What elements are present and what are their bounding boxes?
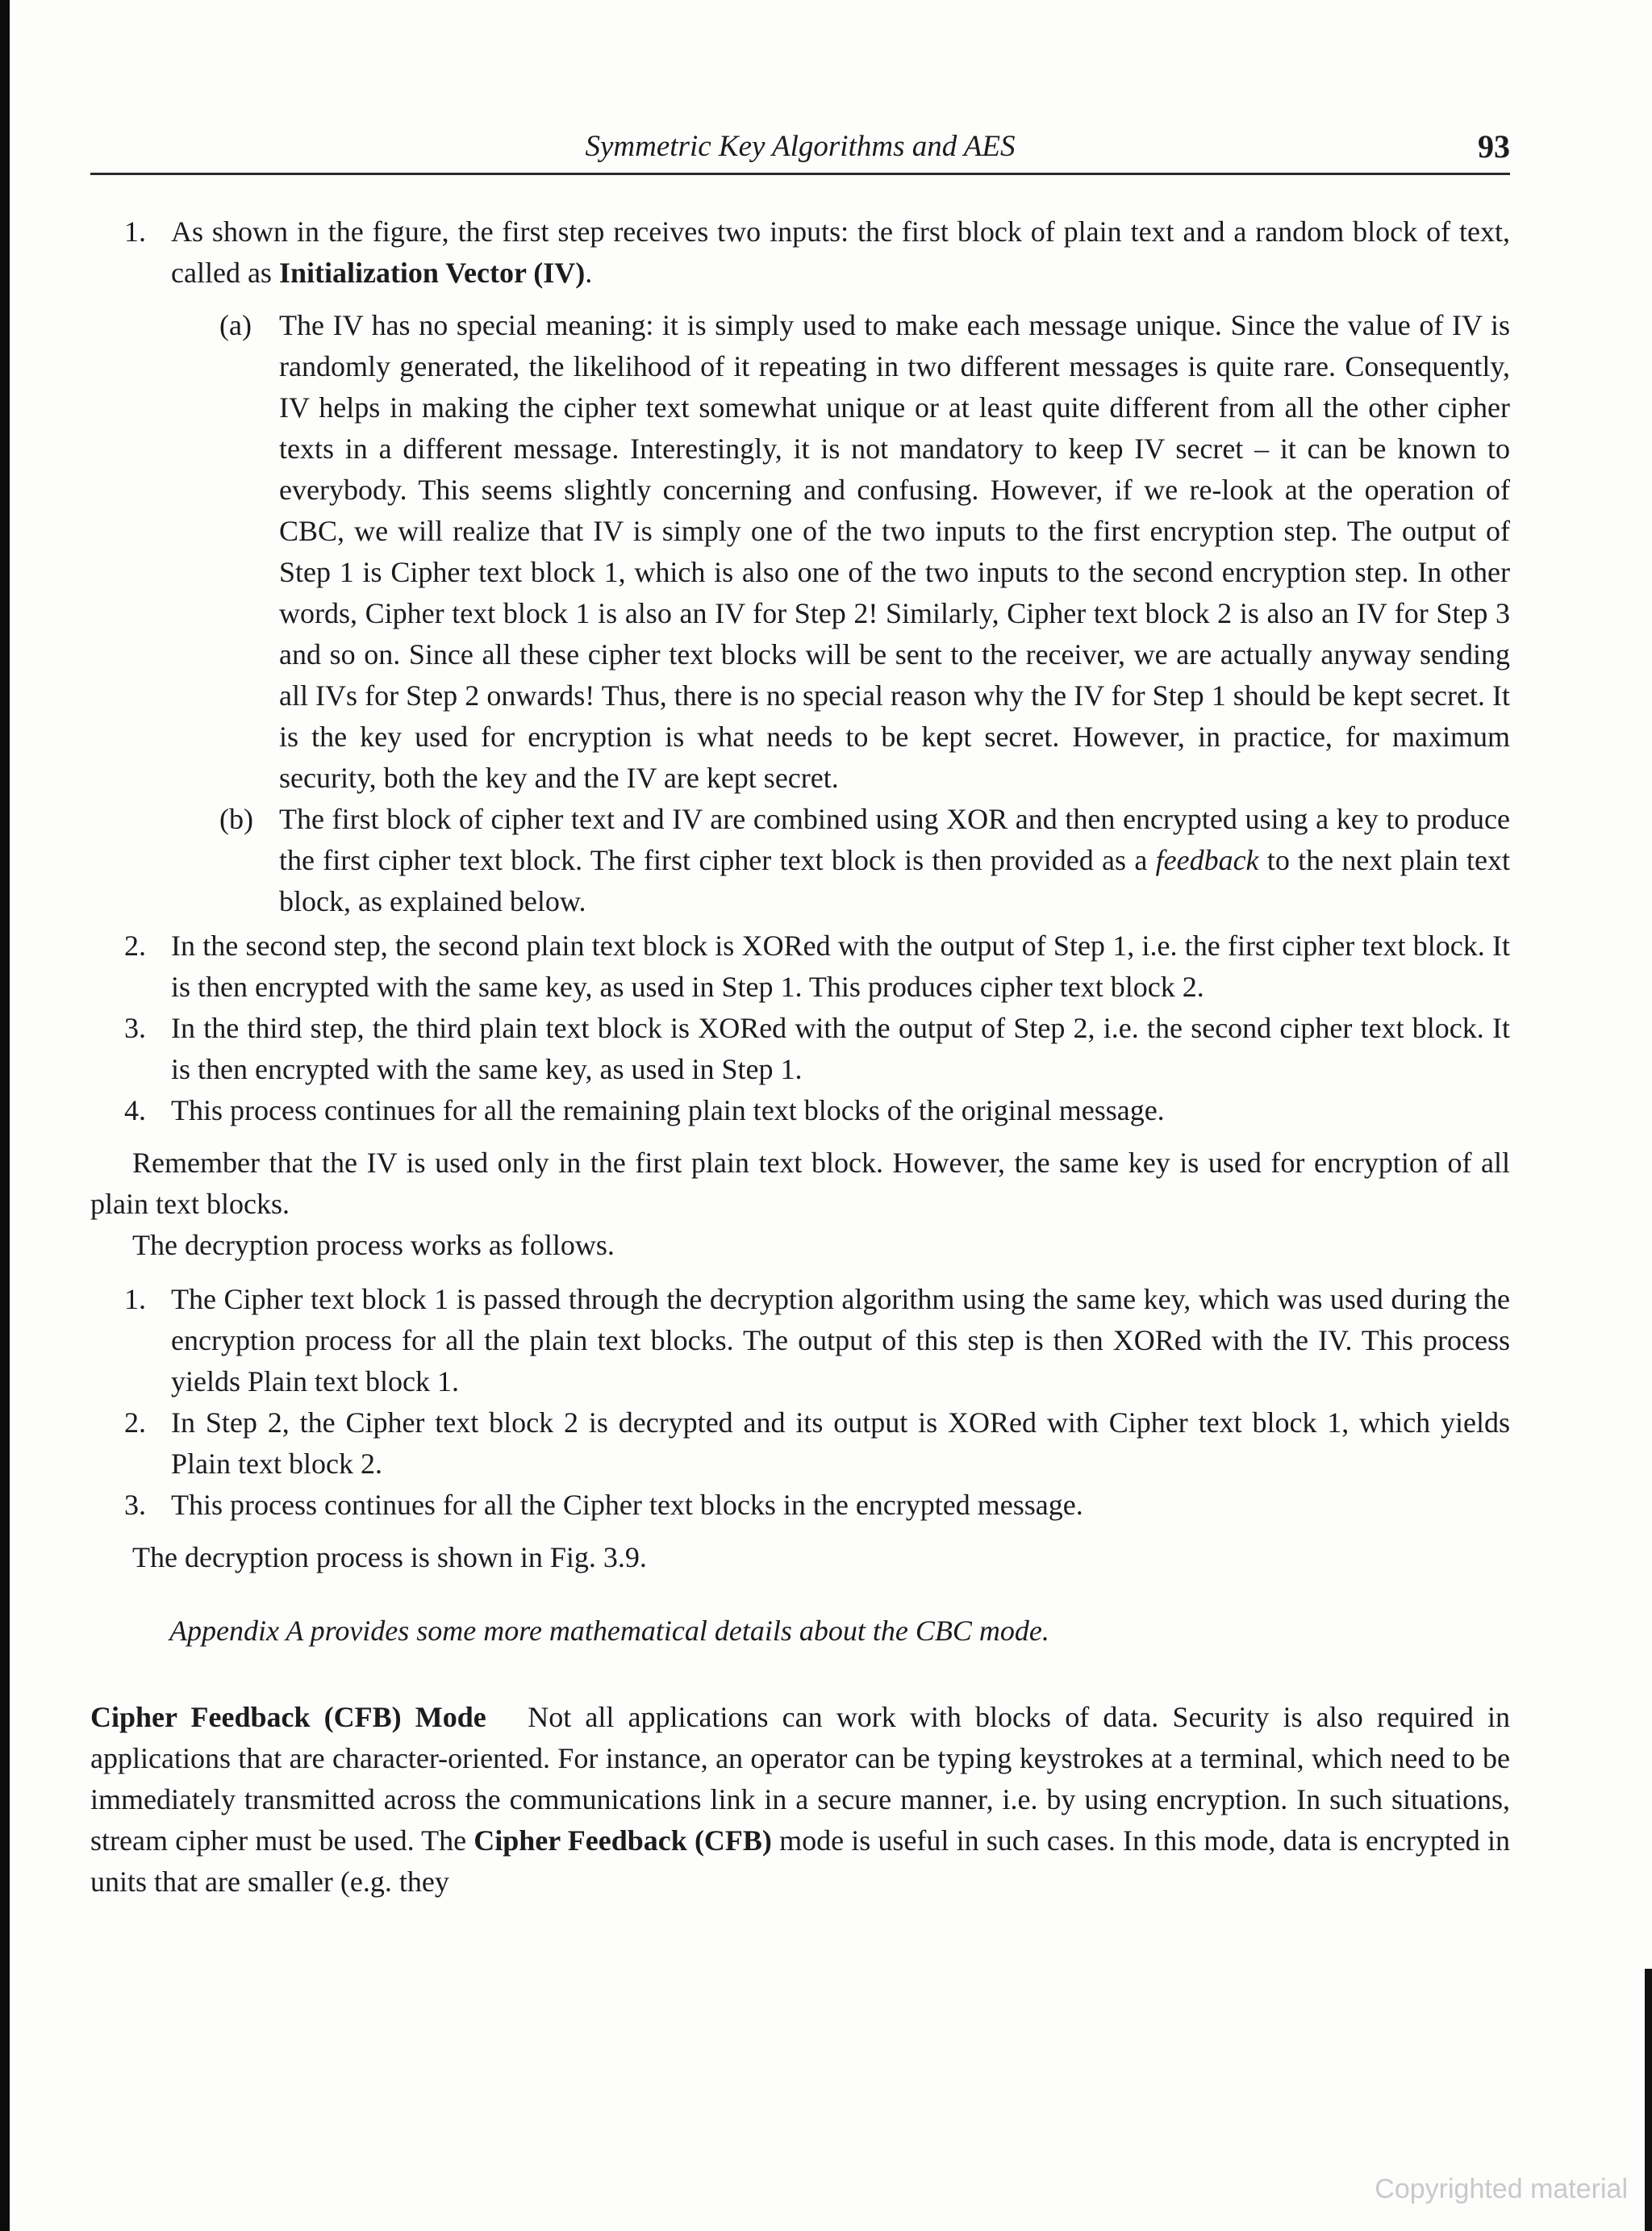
cfb-text: Not all applications can work with blocks of data. Security is also required in applications that are character-oriented. For instance, an operator can be typing keystrokes at a terminal, which need to be immediately transmitted across the communications link in a secure manner, i.e. by using encryption. In such situations, stream cipher must be used. The: [90, 1701, 1510, 1857]
list-item-number: 3.: [124, 1012, 146, 1044]
list-item-text: In Step 2, the Cipher text block 2 is decrypted and its output is XORed with Cipher text block 1, which yields Plain text block 2.: [171, 1406, 1510, 1480]
appendix-note: Appendix A provides some more mathematical details about the CBC mode.: [169, 1615, 1049, 1647]
sub-list-item: [90, 305, 1510, 799]
list-item-number: 3.: [124, 1489, 146, 1521]
paragraph: The decryption process works as follows.: [132, 1229, 615, 1261]
page-header: [90, 121, 1510, 175]
section-heading-cfb: Cipher Feedback (CFB) Mode: [90, 1701, 486, 1733]
paragraph: Remember that the IV is used only in the first plain text block. However, the same key is used for encryption of all plain text blocks.: [90, 1147, 1510, 1220]
cfb-paragraph: [90, 1697, 1510, 1903]
list-item-text: In the third step, the third plain text block is XORed with the output of Step 2, i.e. the second cipher text block. It is then encrypted with the same key, as used in Step 1.: [171, 1012, 1510, 1085]
list-item-text: In the second step, the second plain text block is XORed with the output of Step 1, i.e. the first cipher text block. It is then encrypted with the same key, as used in Step 1. This produces cipher text block 2.: [171, 930, 1510, 1003]
list-item-text: This process continues for all the Cipher text blocks in the encrypted message.: [171, 1489, 1083, 1521]
term-feedback: feedback: [1155, 844, 1259, 876]
sub-list-item: [90, 799, 1510, 922]
list-item: [90, 925, 1510, 1008]
page-edge-left: [0, 0, 10, 2231]
running-title: Symmetric Key Algorithms and AES: [585, 130, 1016, 163]
sub-list-item-text: The first block of cipher text and IV are combined using XOR and then encrypted using a key to produce the first cipher text block. The first cipher text block is then provided as a: [279, 803, 1510, 876]
sub-list-item-text: The IV has no special meaning: it is simply used to make each message unique. Since the value of IV is randomly generated, the likelihood of it repeating in two different messages is quite rare. Consequently, IV helps in making the cipher text somewhat unique or at least quite different from all the other cipher texts in a different message. Interestingly, it is not mandatory to keep IV secret – it can be known to everybody. This seems slightly concerning and confusing. However, if we re-look at the operation of CBC, we will realize that IV is simply one of the two inputs to the first encryption step. The output of Step 1 is Cipher text block 1, which is also one of the two inputs to the second encryption step. In other words, Cipher text block 1 is also an IV for Step 2! Similarly, Cipher text block 2 is also an IV for Step 3 and so on. Since all these cipher text blocks will be sent to the receiver, we are actually anyway sending all IVs for Step 2 onwards! Thus, there is no special reason why the IV for Step 1 should be kept secret. It is the key used for encryption is what needs to be kept secret. However, in practice, for maximum security, both the key and the IV are kept secret.: [279, 309, 1510, 794]
page-edge-right: [1645, 1969, 1652, 2231]
copyright-watermark: Copyrighted material: [1375, 2174, 1628, 2204]
list-item: [90, 1008, 1510, 1090]
list-item-text: This process continues for all the remaining plain text blocks of the original message.: [171, 1094, 1165, 1126]
sub-list-item-label: (b): [219, 803, 253, 835]
list-item: [90, 211, 1510, 294]
list-item-number: 2.: [124, 1406, 146, 1439]
list-item: [90, 1090, 1510, 1131]
term-cfb: Cipher Feedback (CFB): [473, 1824, 772, 1857]
list-item: [90, 1402, 1510, 1485]
list-item-number: 1.: [124, 1283, 146, 1315]
list-item-number: 1.: [124, 215, 146, 248]
page-number: 93: [1478, 128, 1510, 165]
sub-list-item-label: (a): [219, 309, 252, 341]
list-item-text: As shown in the figure, the first step receives two inputs: the first block of plain text and a random block of text, called as: [171, 215, 1510, 289]
cfb-text-end: mode is useful in such cases. In this mode, data is encrypted in units that are smaller (e.g. they: [90, 1824, 1510, 1898]
list-item: [90, 1279, 1510, 1402]
list-item-text: The Cipher text block 1 is passed through the decryption algorithm using the same key, which was used during the encryption process for all the plain text blocks. The output of this step is then XORed with the IV. This process yields Plain text block 1.: [171, 1283, 1510, 1398]
list-item-number: 4.: [124, 1094, 146, 1126]
term-initialization-vector: Initialization Vector (IV): [278, 257, 586, 289]
list-item-number: 2.: [124, 930, 146, 962]
list-item-text-end: .: [585, 257, 593, 289]
list-item: [90, 1485, 1510, 1526]
sub-list-item-text-end: to the next plain text block, as explained below.: [279, 844, 1510, 917]
paragraph: The decryption process is shown in Fig. 3.9.: [132, 1541, 647, 1573]
page-body: [90, 211, 1510, 1903]
